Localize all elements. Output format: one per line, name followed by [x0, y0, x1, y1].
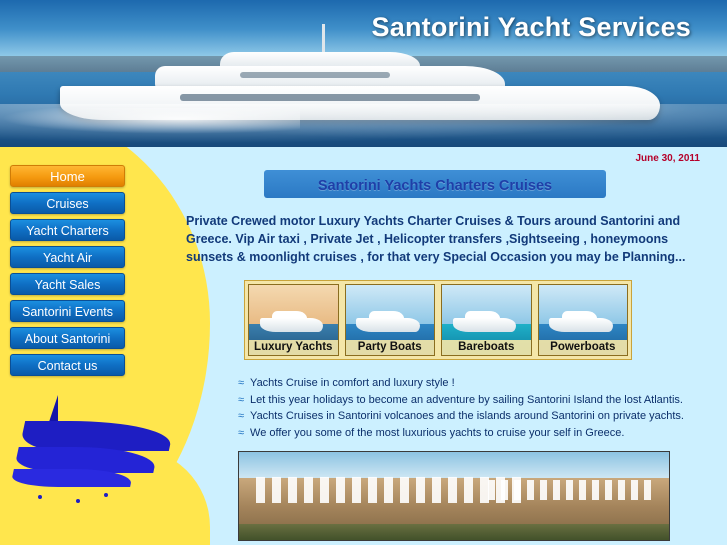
site-header — [0, 0, 727, 147]
sidebar-item-cruises[interactable]: Cruises — [10, 192, 125, 214]
header-wake — [0, 104, 727, 147]
sidebar-item-contact-us[interactable]: Contact us — [10, 354, 125, 376]
list-item-label: Yachts Cruise in comfort and luxury style ! — [250, 377, 455, 389]
company-logo — [12, 395, 182, 505]
current-date: June 30, 2011 — [635, 153, 700, 164]
sidebar-item-yacht-charters[interactable]: Yacht Charters — [10, 219, 125, 241]
santorini-photo — [238, 451, 670, 541]
intro-paragraph: Private Crewed motor Luxury Yachts Charter Cruises & Tours around Santorini and Greece. Vip Air taxi , Private Jet , Helicopter transfers ,Sightseeing , honeymoons sunsets & moonlight cruises , for that very Special Occasion you may be Planning... — [186, 214, 686, 264]
wave-bullet-icon: ≈ — [238, 377, 245, 389]
site-title: Santorini Yacht Services — [371, 12, 691, 42]
category-thumbnails — [244, 280, 632, 360]
sidebar-item-home[interactable]: Home — [10, 165, 125, 187]
feature-list — [238, 376, 718, 441]
category-powerboats[interactable] — [538, 284, 629, 356]
wave-bullet-icon: ≈ — [238, 393, 245, 406]
sidebar-item-yacht-sales[interactable]: Yacht Sales — [10, 273, 125, 295]
category-bareboats[interactable] — [441, 284, 532, 356]
category-caption: Luxury Yachts — [249, 340, 338, 355]
sidebar-item-about-santorini[interactable]: About Santorini — [10, 327, 125, 349]
sidebar-item-santorini-events[interactable]: Santorini Events — [10, 300, 125, 322]
main-navigation — [10, 165, 125, 381]
list-item — [238, 376, 718, 392]
list-item — [238, 393, 718, 409]
list-item — [238, 426, 718, 442]
category-caption: Party Boats — [346, 340, 435, 355]
category-party-boats[interactable] — [345, 284, 436, 356]
wave-bullet-icon: ≈ — [238, 426, 245, 439]
page-body — [0, 147, 727, 545]
list-item-label: We offer you some of the most luxurious yachts to cruise your self in Greece. — [250, 426, 625, 439]
list-item-label: Let this year holidays to become an adventure by sailing Santorini Island the lost Atlantis. — [250, 393, 683, 406]
wave-bullet-icon: ≈ — [238, 410, 245, 422]
page-title: Santorini Yachts Charters Cruises — [317, 178, 553, 194]
main-content — [178, 147, 718, 541]
category-luxury-yachts[interactable] — [248, 284, 339, 356]
sidebar-item-yacht-air[interactable]: Yacht Air — [10, 246, 125, 268]
category-caption: Bareboats — [442, 340, 531, 355]
page-title-banner — [264, 170, 606, 198]
list-item — [238, 409, 718, 425]
category-caption: Powerboats — [539, 340, 628, 355]
list-item-label: Yachts Cruises in Santorini volcanoes and the islands around Santorini on private yachts. — [250, 410, 684, 422]
